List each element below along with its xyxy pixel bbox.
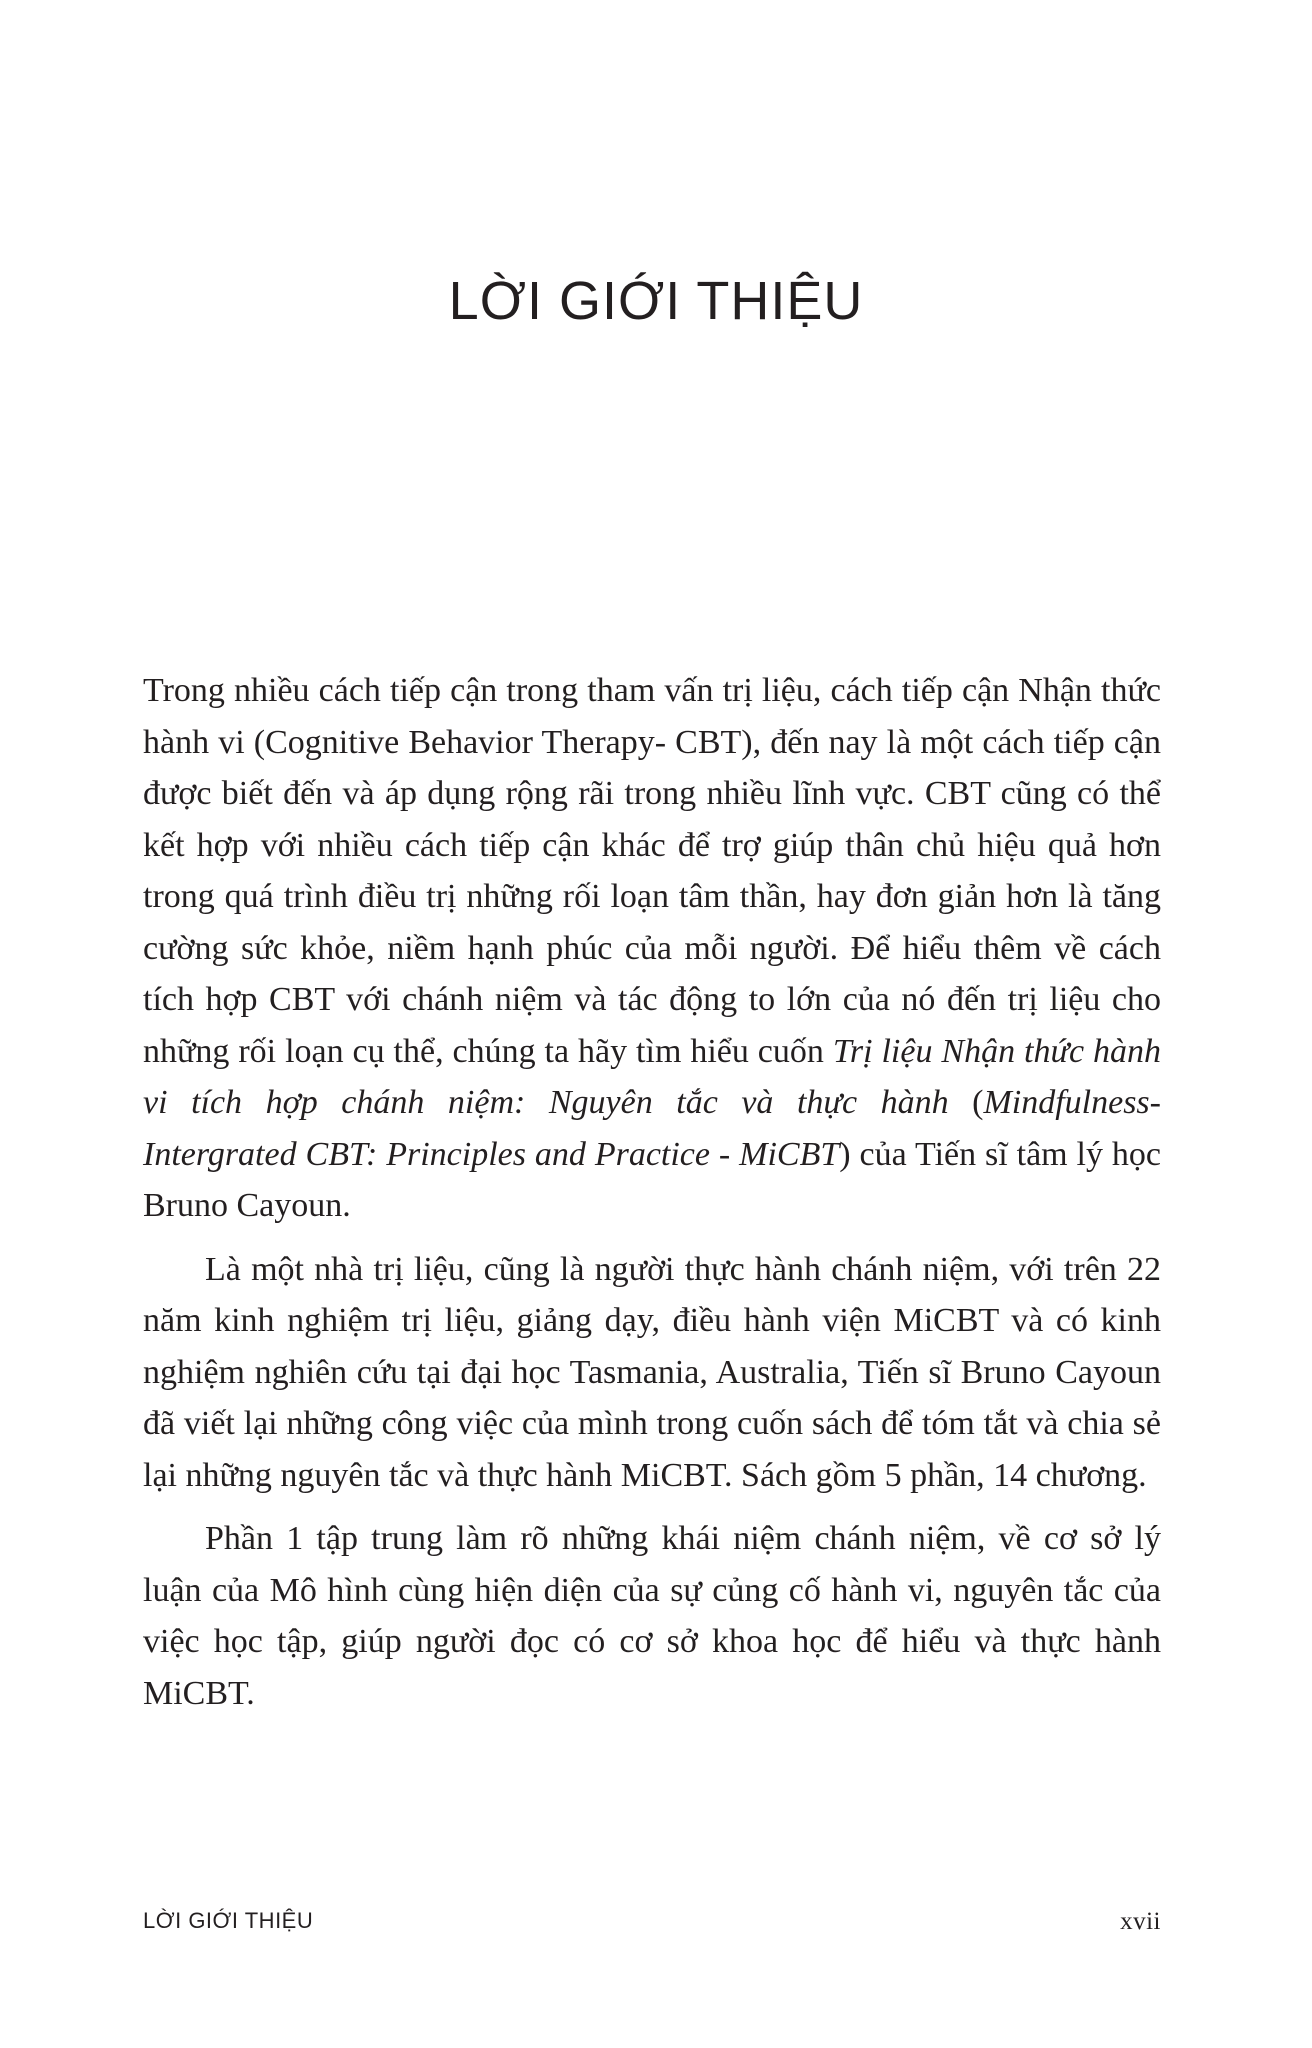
- page-number: xvii: [1120, 1908, 1161, 1935]
- book-title-vietnamese: Trị liệu Nhận thức hành vi tích hợp chánh niệm: Nguyên tắc và thực hành: [143, 1032, 1162, 1121]
- paragraph-3: Phần 1 tập trung làm rõ những khái niệm chánh niệm, về cơ sở lý luận của Mô hình cùng hiện diện của sự củng cố hành vi, nguyên tắc của việc học tập, giúp người đọc có cơ sở khoa học để hiểu và thực hành MiCBT.: [143, 1520, 1161, 1712]
- paragraph-1-text-a: Trong nhiều cách tiếp cận trong tham vấn trị liệu, cách tiếp cận Nhận thức hành vi (Cognitive Behavior Therapy- CBT), đến nay là một cách tiếp cận được biết đến và áp dụng rộng rãi trong nhiều lĩnh vực. CBT cũng có thể kết hợp với nhiều cách tiếp cận khác để trợ giúp thân chủ hiệu quả hơn trong quá trình điều trị những rối loạn tâm thần, hay đơn giản hơn là tăng cường sức khỏe, niềm hạnh phúc của mỗi người. Để hiểu thêm về cách tích hợp CBT với chánh niệm và tác động to lớn của nó đến trị liệu cho những rối loạn cụ thể, chúng ta hãy tìm hiểu cuốn: [143, 672, 1161, 1070]
- book-title-english: Mindfulness-Intergrated CBT: Principles and Practice - MiCBT: [143, 1084, 1161, 1173]
- running-head: LỜI GIỚI THIỆU: [143, 1908, 314, 1933]
- chapter-title: LỜI GIỚI THIỆU: [448, 271, 864, 331]
- paragraph-1: [143, 665, 1161, 1232]
- paragraph-1-text-b: (: [948, 1084, 984, 1121]
- paragraph-1-text-c: ) của Tiến sĩ tâm lý học Bruno Cayoun.: [143, 1135, 1161, 1224]
- paragraph-2: Là một nhà trị liệu, cũng là người thực hành chánh niệm, với trên 22 năm kinh nghiệm trị liệu, giảng dạy, điều hành viện MiCBT và có kinh nghiệm nghiên cứu tại đại học Tasmania, Australia, Tiến sĩ Bruno Cayoun đã viết lại những công việc của mình trong cuốn sách để tóm tắt và chia sẻ lại những nguyên tắc và thực hành MiCBT. Sách gồm 5 phần, 14 chương.: [143, 1250, 1161, 1494]
- page-footer: [143, 1908, 1161, 1938]
- body-text: [143, 665, 1161, 1731]
